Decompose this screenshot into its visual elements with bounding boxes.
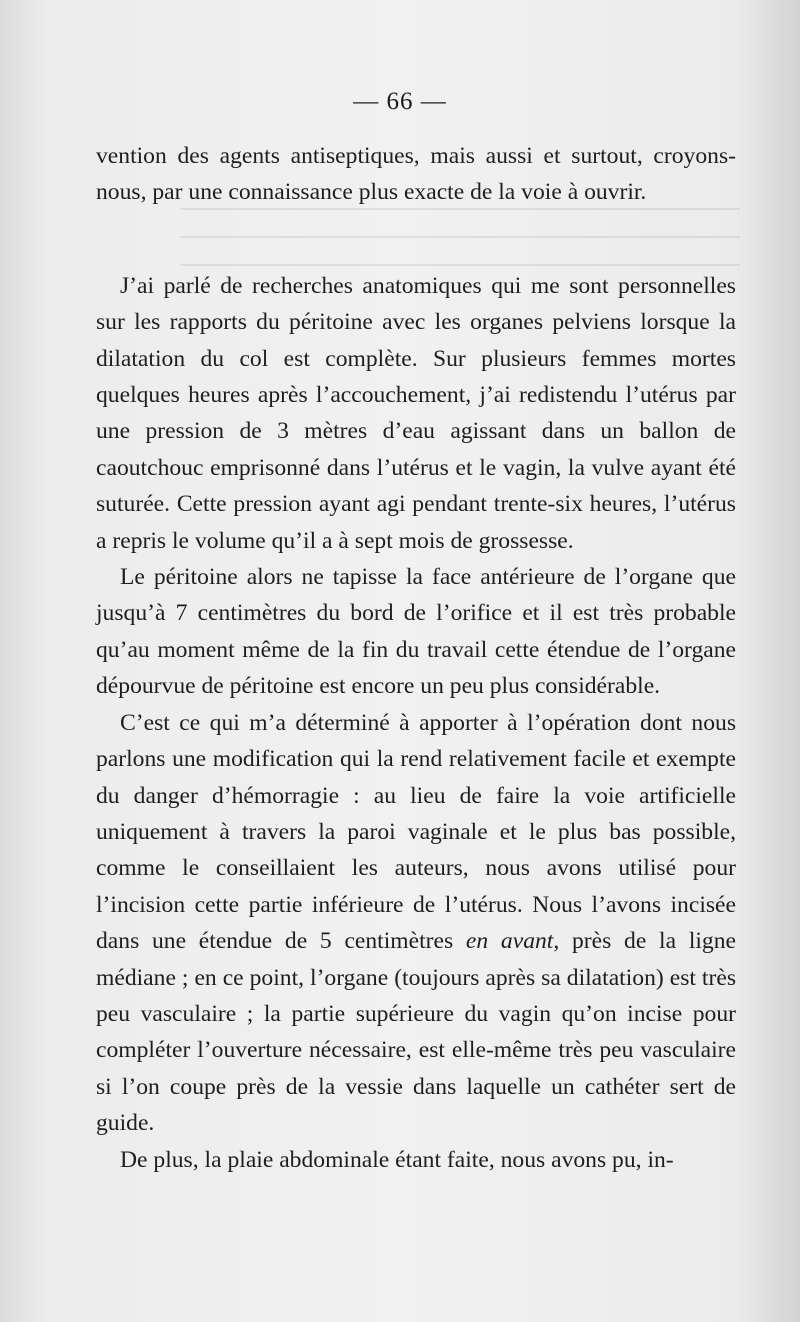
paragraph-operation-modification bbox=[96, 705, 736, 1142]
page-number: — 66 — bbox=[353, 88, 447, 115]
paragraph-continuation: vention des agents antiseptiques, mais aussi et surtout, croyons-nous, par une connaissance plus exacte de la voie à ouvrir. bbox=[96, 143, 736, 206]
paragraph-anatomical-research: J’ai parlé de recherches anatomiques qui me sont personnelles sur les rapports du péritoine avec les organes pelviens lorsque la dilatation du col est complète. Sur plusieurs femmes mortes quelques heures après l’accouchement, j’ai redistendu l’utérus par une pression de 3 mètres d’eau agissant dans un ballon de caoutchouc emprisonné dans l’utérus et le vagin, la vulve ayant été suturée. Cette pression ayant agi pendant trente-six heures, l’utérus a repris le volume qu’il a à sept mois de grossesse. bbox=[96, 272, 736, 554]
paragraph-abdominal-wound: De plus, la plaie abdominale étant faite, nous avons pu, in- bbox=[120, 1146, 674, 1173]
italic-phrase: en avant bbox=[465, 928, 554, 955]
paragraph-peritoneum: Le péritoine alors ne tapisse la face antérieure de l’organe que jusqu’à 7 centimètres du bord de l’orifice et il est très probable qu’au moment même de la fin du travail cette étendue de l’organe dépourvue de péritoine est encore un peu plus considérable. bbox=[96, 564, 736, 700]
paragraph-text-before: C’est ce qui m’a déterminé à apporter à l’opération dont nous parlons une modification qui la rend relativement facile et exempte du danger d’hémorragie : au lieu de faire la voie artificielle uniquement à travers la paroi vaginale et le plus bas possible, comme le conseillaient les auteurs, nous avons utilisé pour l’incision cette partie inférieure de l’utérus. Nous l’avons incisée dans une étendue de 5 centimètres bbox=[96, 709, 736, 955]
body-text bbox=[96, 138, 736, 1178]
paragraph-text-after: , près de la ligne médiane ; en ce point, l’organe (toujours après sa dilatation) est très peu vasculaire ; la partie supérieure du vagin qu’on incise pour compléter l’ouverture nécessaire, est elle-même très peu vasculaire si l’on coupe près de la vessie dans laquelle un cathéter sert de guide. bbox=[96, 928, 736, 1137]
